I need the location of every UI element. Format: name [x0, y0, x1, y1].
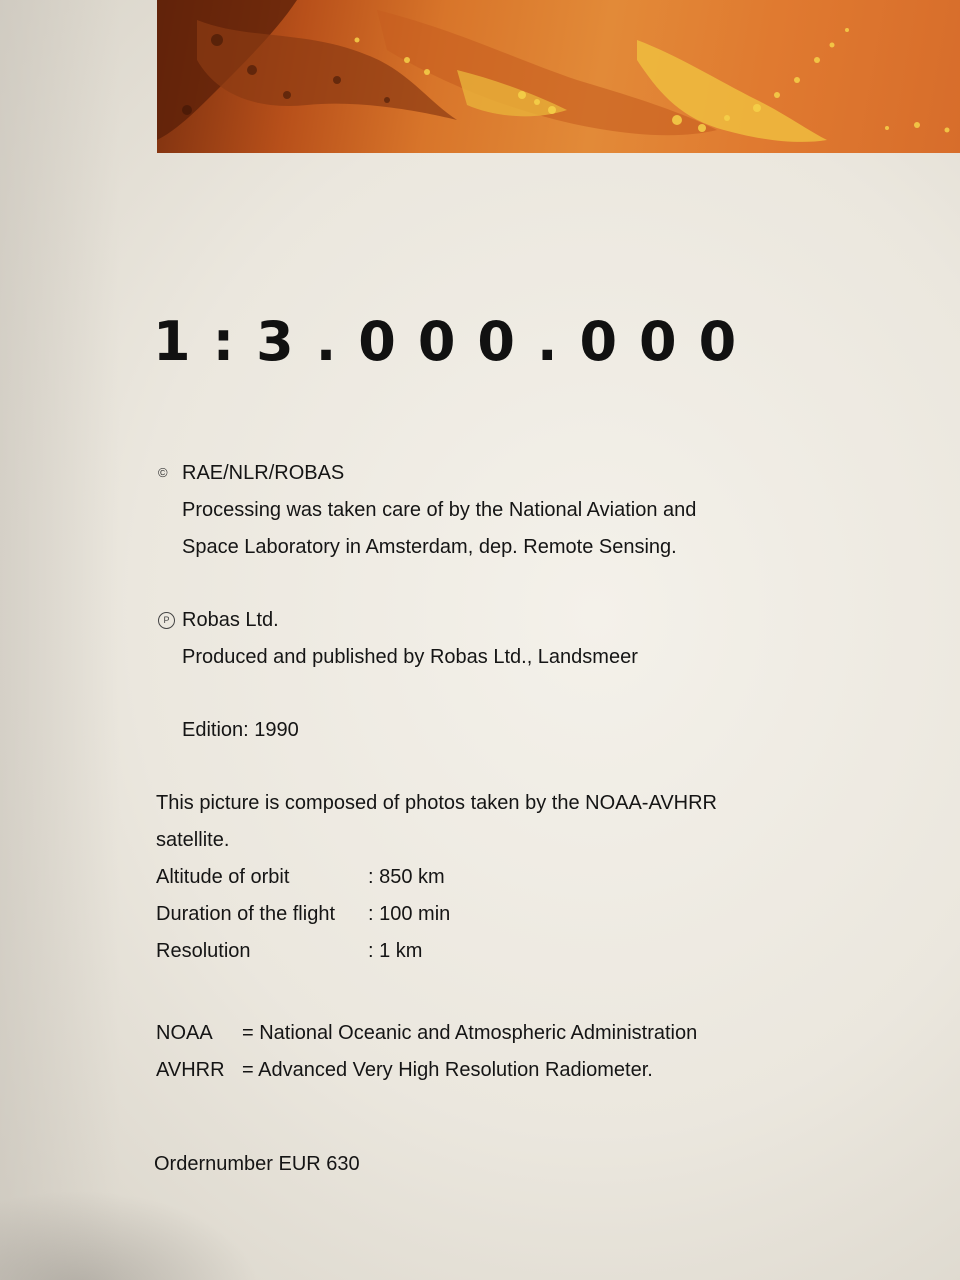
- order-number: Ordernumber EUR 630: [154, 1153, 360, 1175]
- page-shadow: [0, 0, 120, 1280]
- spec-row: [156, 933, 717, 970]
- abbreviations-block: [156, 1015, 697, 1089]
- edition: Edition: 1990: [182, 719, 299, 741]
- spec-label: Duration of the flight: [156, 903, 335, 925]
- copyright-line: Space Laboratory in Amsterdam, dep. Remote Sensing.: [182, 536, 677, 558]
- spec-value: : 100 min: [368, 903, 451, 925]
- spec-row: [156, 896, 717, 933]
- publisher-line: Produced and published by Robas Ltd., Landsmeer: [182, 646, 638, 668]
- abbreviation: AVHRR: [156, 1059, 225, 1081]
- abbreviation-meaning: = National Oceanic and Atmospheric Administration: [242, 1022, 698, 1044]
- spec-value: : 1 km: [368, 940, 423, 962]
- satellite-photo: [157, 0, 960, 153]
- abbreviation-row: [156, 1052, 697, 1089]
- spec-label: Resolution: [156, 940, 251, 962]
- description-line: This picture is composed of photos taken by the NOAA-AVHRR: [156, 792, 717, 814]
- spec-row: [156, 859, 717, 896]
- corner-shadow: [0, 1190, 260, 1280]
- publisher-name: Robas Ltd.: [182, 609, 279, 631]
- abbreviation: NOAA: [156, 1022, 213, 1044]
- abbreviation-meaning: = Advanced Very High Resolution Radiometer.: [242, 1059, 653, 1081]
- copyright-line: Processing was taken care of by the National Aviation and: [182, 499, 697, 521]
- publisher-block: [182, 602, 638, 676]
- spec-label: Altitude of orbit: [156, 866, 290, 888]
- description-line: satellite.: [156, 829, 230, 851]
- spec-value: : 850 km: [368, 866, 445, 888]
- copyright-symbol: ©: [158, 465, 168, 480]
- phonogram-symbol: P: [158, 612, 175, 629]
- copyright-holder: RAE/NLR/ROBAS: [182, 462, 345, 484]
- copyright-block: [182, 455, 696, 566]
- abbreviation-row: [156, 1015, 697, 1052]
- map-scale: 1:3.000.000: [153, 310, 759, 373]
- description-block: [156, 785, 717, 970]
